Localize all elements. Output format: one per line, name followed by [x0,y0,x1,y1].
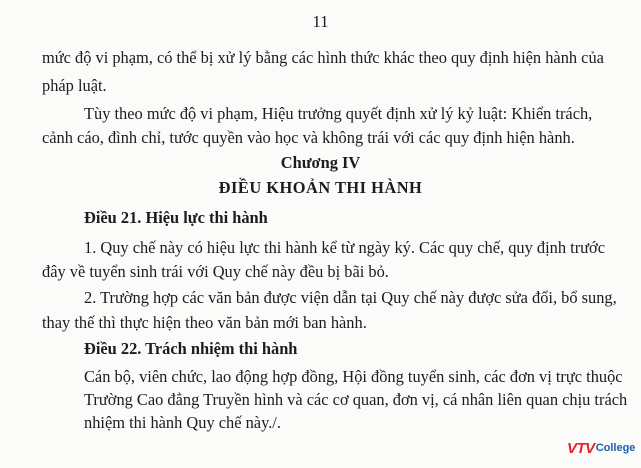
paragraph-line: nhiệm thi hành Quy chế này./. [84,413,281,432]
paragraph-line: Trường Cao đẳng Truyền hình và các cơ quan, đơn vị, cá nhân liên quan chịu trách [84,390,628,409]
paragraph-line: Tùy theo mức độ vi phạm, Hiệu trưởng quyết định xử lý kỷ luật: Khiển trách, [84,104,593,123]
paragraph-line: 2. Trường hợp các văn bản được viện dẫn tại Quy chế này được sửa đổi, bổ sung, [84,288,617,307]
paragraph-line: 1. Quy chế này có hiệu lực thi hành kể từ ngày ký. Các quy chế, quy định trước [84,238,605,257]
logo-text: College [595,442,636,454]
chapter-title: Chương IV [280,153,361,172]
paragraph-line: mức độ vi phạm, có thể bị xử lý bằng các hình thức khác theo quy định hiện hành của [42,48,604,67]
vtv-college-logo [567,436,635,460]
paragraph-line: Cán bộ, viên chức, lao động hợp đồng, Hội đồng tuyển sinh, các đơn vị trực thuộc [84,367,623,386]
paragraph-line: thay thế thì thực hiện theo văn bản mới ban hành. [42,313,367,332]
page-number: 11 [312,12,329,31]
chapter-subtitle: ĐIỀU KHOẢN THI HÀNH [218,178,423,197]
paragraph-line: pháp luật. [42,76,107,95]
paragraph-line: cảnh cáo, đình chỉ, tước quyền vào học và không trái với các quy định hiện hành. [42,128,575,147]
logo-mark: VTV [567,439,595,457]
article-22-heading: Điều 22. Trách nhiệm thi hành [84,339,298,358]
article-21-heading: Điều 21. Hiệu lực thi hành [84,208,268,227]
paragraph-line: đây về tuyển sinh trái với Quy chế này đều bị bãi bỏ. [42,262,389,281]
